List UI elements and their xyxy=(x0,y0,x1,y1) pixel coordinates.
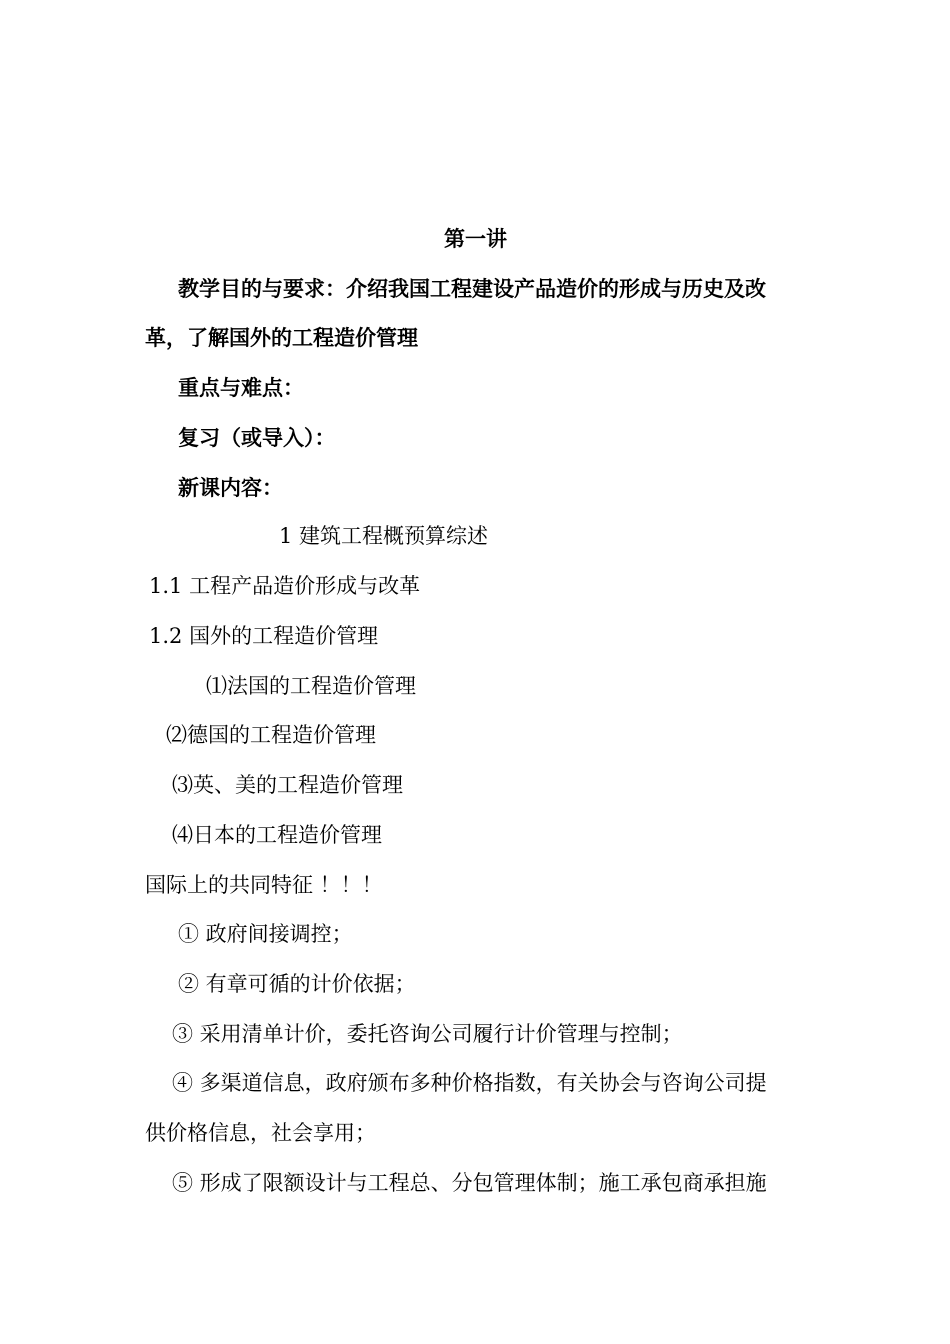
section-1-2: 1.2 国外的工程造价管理 xyxy=(149,624,379,648)
features-heading: 国际上的共同特征 ！！！ xyxy=(145,873,383,897)
feature-item-5: ⑤ 形成了限额设计与工程总、分包管理体制；施工承包商承担施 xyxy=(172,1171,767,1195)
key-points-label: 重点与难点： xyxy=(178,375,304,400)
feature-item-4-line-2: 供价格信息，社会享用； xyxy=(145,1121,376,1145)
review-label: 复习（或导入）： xyxy=(178,425,336,450)
subsection-france: ⑴法国的工程造价管理 xyxy=(206,674,416,698)
subsection-germany: ⑵德国的工程造价管理 xyxy=(166,723,376,747)
feature-item-3: ③ 采用清单计价，委托咨询公司履行计价管理与控制； xyxy=(172,1022,683,1046)
section-1-1: 1.1 工程产品造价形成与改革 xyxy=(149,574,421,598)
objectives-line-2: 革，了解国外的工程造价管理 xyxy=(145,325,418,350)
subsection-japan: ⑷日本的工程造价管理 xyxy=(172,823,382,847)
chapter-heading: 1 建筑工程概预算综述 xyxy=(279,524,489,548)
lecture-title: 第一讲 xyxy=(444,226,507,251)
subsection-uk-us: ⑶英、美的工程造价管理 xyxy=(172,773,403,797)
feature-item-1: ① 政府间接调控； xyxy=(178,922,353,946)
new-content-label: 新课内容： xyxy=(178,475,283,500)
feature-item-2: ② 有章可循的计价依据； xyxy=(178,972,416,996)
feature-item-4-line-1: ④ 多渠道信息，政府颁布多种价格指数，有关协会与咨询公司提 xyxy=(172,1071,767,1095)
objectives-line-1: 教学目的与要求：介绍我国工程建设产品造价的形成与历史及改 xyxy=(178,276,766,301)
